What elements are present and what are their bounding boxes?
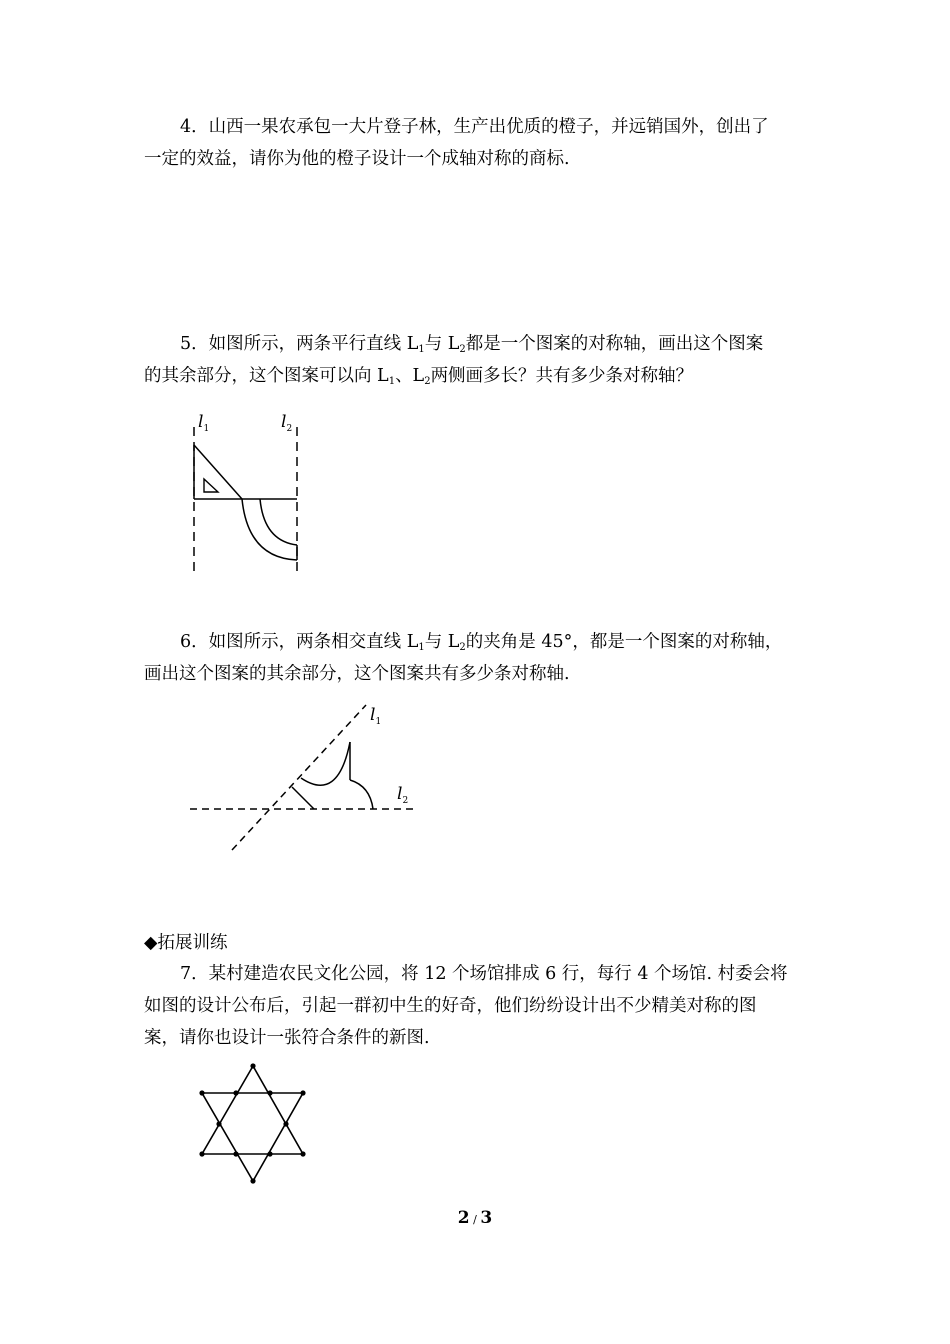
venue-point <box>300 1151 305 1156</box>
venue-point <box>233 1090 238 1095</box>
question-7-line-2: 如图的设计公布后，引起一群初中生的好奇，他们纷纷设计出不少精美对称的图 <box>144 996 757 1016</box>
triangle-hypotenuse <box>194 445 242 499</box>
axis-l1-label: $l_1$ <box>198 412 210 434</box>
venue-point <box>300 1090 305 1095</box>
axis-l1-line <box>232 705 366 850</box>
short-segment <box>292 787 314 809</box>
question-4-line-1: 4．山西一果农承包一大片登子林，生产出优质的橙子，并远销国外，创出了 <box>180 117 769 137</box>
figure-intersecting-axes <box>180 700 440 860</box>
venue-point <box>233 1151 238 1156</box>
page-number: 2 / 3 <box>457 1208 493 1228</box>
small-triangle-shape <box>204 479 218 492</box>
question-6-line-2: 画出这个图案的其余部分，这个图案共有多少条对称轴. <box>144 664 570 684</box>
question-6-line-1: 6．如图所示，两条相交直线 $L_1$与 $L_2$的夹角是 45°，都是一个图案的对称轴， <box>180 632 783 653</box>
question-5-line-1: 5．如图所示，两条平行直线 $L_1$与 $L_2$都是一个图案的对称轴，画出这个图案 <box>180 334 764 355</box>
venue-points <box>199 1063 305 1183</box>
venue-point <box>199 1151 204 1156</box>
axis-l2-label: $l_2$ <box>281 412 293 434</box>
figure-parallel-axes <box>180 405 320 585</box>
question-4-line-2: 一定的效益，请你为他的橙子设计一个成轴对称的商标. <box>144 149 570 169</box>
triangle-up <box>202 1066 303 1154</box>
question-7-line-3: 案，请你也设计一张符合条件的新图. <box>144 1028 430 1048</box>
venue-point <box>267 1090 272 1095</box>
venue-point <box>283 1121 288 1126</box>
extension-heading: ◆拓展训练 <box>144 933 228 953</box>
triangle-down <box>202 1093 303 1181</box>
venue-point <box>267 1151 272 1156</box>
axis-l2-label: $l_2$ <box>397 784 409 806</box>
figure-hexagram <box>192 1060 312 1190</box>
venue-point <box>216 1121 221 1126</box>
venue-point <box>199 1090 204 1095</box>
venue-point <box>250 1063 255 1068</box>
tail-arc <box>350 780 373 809</box>
axis-l1-label: $l_1$ <box>370 705 382 727</box>
question-7-line-1: 7．某村建造农民文化公园，将 12 个场馆排成 6 行，每行 4 个场馆. 村委会将 <box>180 964 788 984</box>
question-5-line-2: 的其余部分，这个图案可以向 $L_1$、$L_2$两侧画多长？共有多少条对称轴？ <box>144 366 694 387</box>
venue-point <box>250 1178 255 1183</box>
arc-inner <box>260 499 297 545</box>
